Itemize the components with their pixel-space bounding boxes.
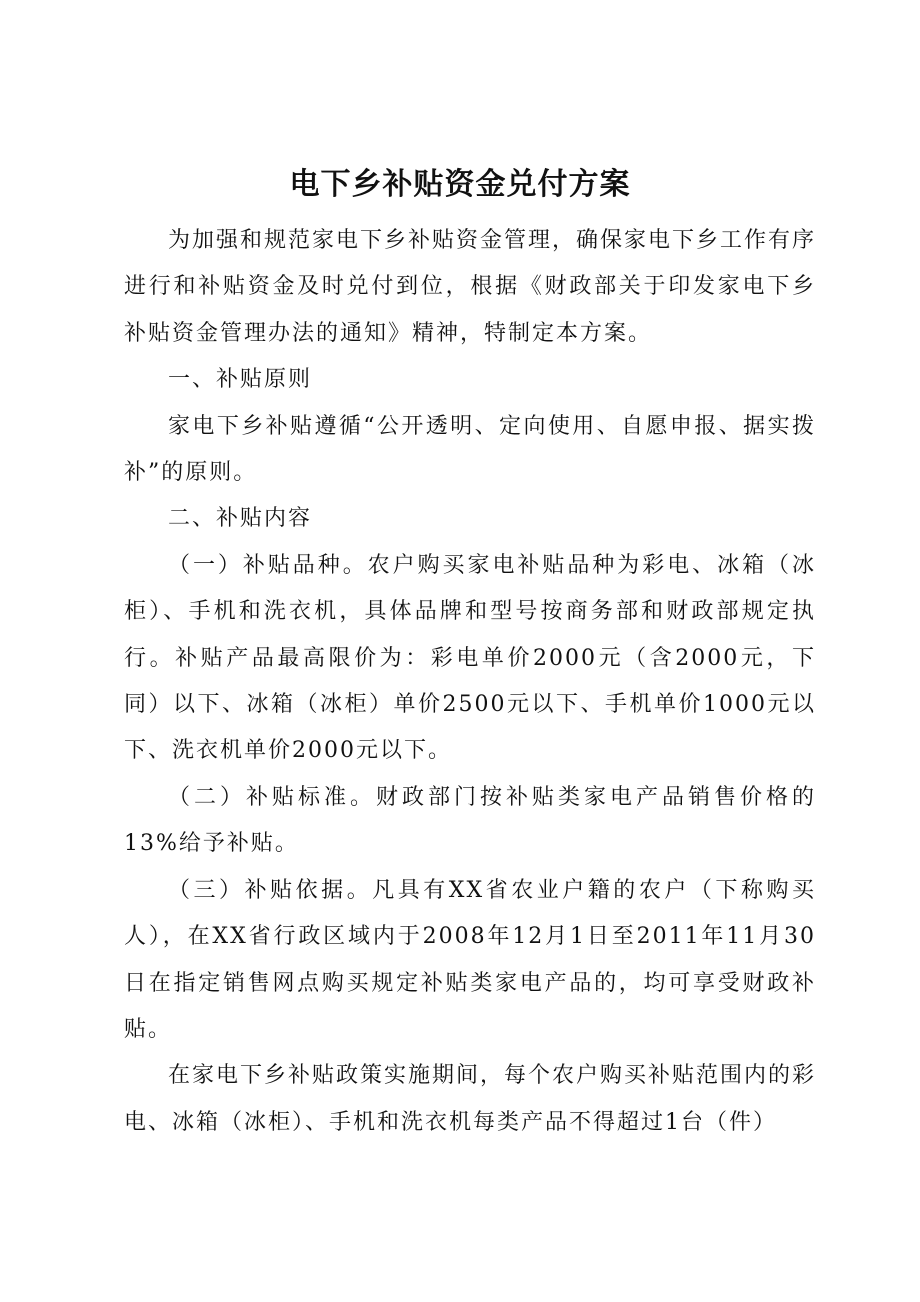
paragraph-subsidy-categories: （一）补贴品种。农户购买家电补贴品种为彩电、冰箱（冰柜）、手机和洗衣机，具体品牌和型号按商务部和财政部规定执行。补贴产品最高限价为：彩电单价2000元（含2000元，下同）以下、冰箱（冰柜）单价2500元以下、手机单价1000元以下、洗衣机单价2000元以下。 xyxy=(124,552,816,764)
document-body xyxy=(124,218,816,1146)
paragraph-intro: 为加强和规范家电下乡补贴资金管理，确保家电下乡工作有序进行和补贴资金及时兑付到位，根据《财政部关于印发家电下乡补贴资金管理办法的通知》精神，特制定本方案。 xyxy=(124,228,817,346)
paragraph-principle: 家电下乡补贴遵循“公开透明、定向使用、自愿申报、据实拨补”的原则。 xyxy=(124,413,816,486)
document-title: 电下乡补贴资金兑付方案 xyxy=(289,167,631,202)
heading-subsidy-content: 二、补贴内容 xyxy=(168,506,313,532)
paragraph-subsidy-standard: （二）补贴标准。财政部门按补贴类家电产品销售价格的13%给予补贴。 xyxy=(124,784,816,857)
paragraph-subsidy-basis: （三）补贴依据。凡具有XX省农业户籍的农户（下称购买人），在XX省行政区域内于2008年12月1日至2011年11月30日在指定销售网点购买规定补贴类家电产品的，均可享受财政补贴。 xyxy=(124,877,816,1042)
heading-subsidy-principle: 一、补贴原则 xyxy=(168,367,313,393)
paragraph-purchase-limit: 在家电下乡补贴政策实施期间，每个农户购买补贴范围内的彩电、冰箱（冰柜）、手机和洗衣机每类产品不得超过1台（件） xyxy=(124,1063,817,1135)
